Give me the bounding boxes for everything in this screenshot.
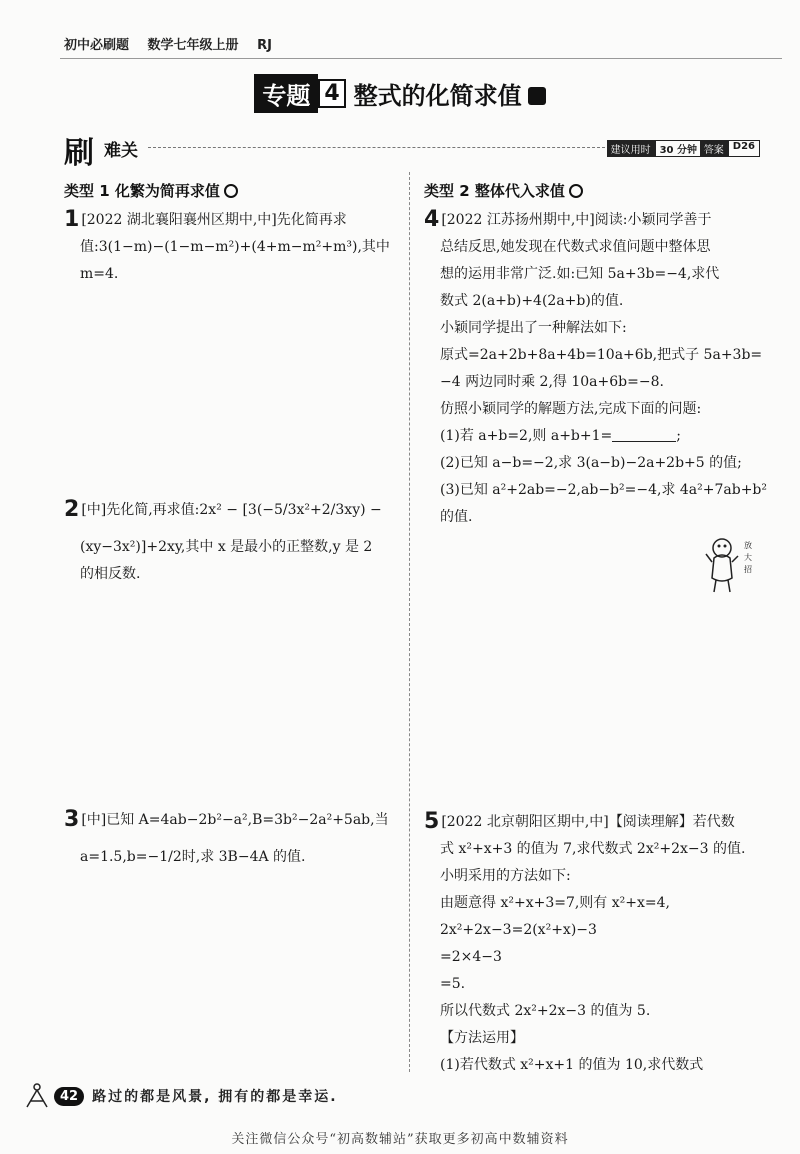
answer-value: D26 (728, 140, 760, 157)
question-text: 的相反数. (80, 566, 141, 582)
footer-slogan: 路过的都是风景, 拥有的都是幸运. (92, 1089, 338, 1105)
question-3 (64, 806, 389, 871)
puzzle-icon (528, 87, 546, 105)
answer-blank[interactable] (612, 428, 676, 442)
question-number: 4 (424, 207, 440, 232)
mascot-text-1: 放 (744, 541, 752, 550)
book-header (64, 34, 286, 53)
sub-question-3: (3)已知 a²+2ab=−2,ab−b²=−4,求 4a²+7ab+b² (440, 482, 768, 498)
sub-question-2: (2)已知 a−b=−2,求 3(a−b)−2a+2b+5 的值; (440, 455, 742, 471)
time-value: 30 分钟 (655, 140, 702, 157)
question-text: [2022 湖北襄阳襄州区期中,中]先化简再求 (81, 212, 347, 228)
time-label: 建议用时 (607, 140, 655, 157)
answer-ref (700, 140, 760, 157)
question-text: =5. (440, 976, 466, 992)
question-text: 想的运用非常广泛.如:已知 5a+3b=−4,求代 (440, 266, 720, 282)
question-2 (64, 496, 382, 588)
question-number: 5 (424, 809, 440, 834)
type1-label: 类型 1 化繁为简再求值 (64, 182, 220, 200)
question-text: (xy−3x²)]+2xy,其中 x 是最小的正整数,y 是 2 (80, 539, 373, 555)
mascot-text-2: 大 (744, 553, 752, 562)
question-text: [中]已知 A=4ab−2b²−a²,B=3b²−2a²+5ab,当 (81, 812, 389, 828)
topic-title (0, 74, 800, 113)
question-1 (64, 206, 390, 288)
sub-question-text: (1)若 a+b=2,则 a+b+1= (440, 428, 613, 444)
page-footer (22, 1083, 338, 1109)
question-text: 小颖同学提出了一种解法如下: (440, 320, 627, 336)
sub-question-1 (424, 423, 767, 450)
topic-tag: 专题 (254, 74, 318, 113)
question-text: [中]先化简,再求值:2x² − [3(−5/3x²+2/3xy) − (81, 502, 382, 518)
question-text: −4 两边同时乘 2,得 10a+6b=−8. (440, 374, 664, 390)
topic-name: 整式的化简求值 (353, 82, 522, 110)
question-text: 的值. (440, 509, 473, 525)
topic-number: 4 (318, 79, 345, 108)
book-subject: 数学七年级上册 (147, 38, 239, 53)
suggested-time (607, 140, 702, 157)
question-number: 2 (64, 497, 80, 522)
section-bar (64, 128, 760, 171)
type2-heading (424, 180, 583, 201)
target-icon (224, 184, 238, 198)
question-text: 【方法运用】 (440, 1030, 524, 1046)
column-divider (409, 172, 410, 1072)
compass-icon (22, 1083, 52, 1109)
type1-heading (64, 180, 238, 201)
question-text: [2022 江苏扬州期中,中]阅读:小颖同学善于 (441, 212, 712, 228)
question-text: 仿照小颖同学的解题方法,完成下面的问题: (440, 401, 702, 417)
question-text: 原式=2a+2b+8a+4b=10a+6b,把式子 5a+3b= (440, 347, 763, 363)
question-5 (424, 808, 745, 1079)
book-edition: RJ (257, 38, 272, 53)
mascot-text-3: 招 (744, 565, 752, 574)
target-icon (569, 184, 583, 198)
brush-label: 刷 (64, 136, 94, 171)
sub-question-text: ; (676, 428, 681, 444)
section-rule (148, 147, 610, 148)
question-text: 值:3(1−m)−(1−m−m²)+(4+m−m²+m³),其中 (80, 239, 390, 255)
question-number: 3 (64, 807, 80, 832)
question-text: 总结反思,她发现在代数式求值问题中整体思 (440, 239, 711, 255)
type2-label: 类型 2 整体代入求值 (424, 182, 565, 200)
question-number: 1 (64, 207, 80, 232)
question-4 (424, 206, 767, 531)
question-text: 所以代数式 2x²+2x−3 的值为 5. (440, 1003, 651, 1019)
question-text: 式 x²+x+3 的值为 7,求代数式 2x²+2x−3 的值. (440, 841, 746, 857)
question-text: m=4. (80, 266, 119, 282)
question-text: =2×4−3 (440, 949, 502, 965)
mascot-illustration (704, 532, 752, 598)
question-text: a=1.5,b=−1/2时,求 3B−4A 的值. (80, 849, 306, 865)
question-text: [2022 北京朝阳区期中,中]【阅读理解】若代数 (441, 814, 735, 830)
answer-label: 答案 (700, 140, 728, 157)
question-text: 2x²+2x−3=2(x²+x)−3 (440, 922, 597, 938)
watermark-text: 关注微信公众号“初高数辅站”获取更多初高中数辅资料 (231, 1132, 569, 1147)
question-text: 数式 2(a+b)+4(2a+b)的值. (440, 293, 624, 309)
level-label: 难关 (104, 141, 138, 161)
book-title: 初中必刷题 (64, 38, 130, 53)
header-divider (60, 58, 782, 59)
question-text: 由题意得 x²+x+3=7,则有 x²+x=4, (440, 895, 670, 911)
question-text: 小明采用的方法如下: (440, 868, 571, 884)
question-text: (1)若代数式 x²+x+1 的值为 10,求代数式 (440, 1057, 704, 1073)
page-number: 42 (54, 1087, 84, 1106)
